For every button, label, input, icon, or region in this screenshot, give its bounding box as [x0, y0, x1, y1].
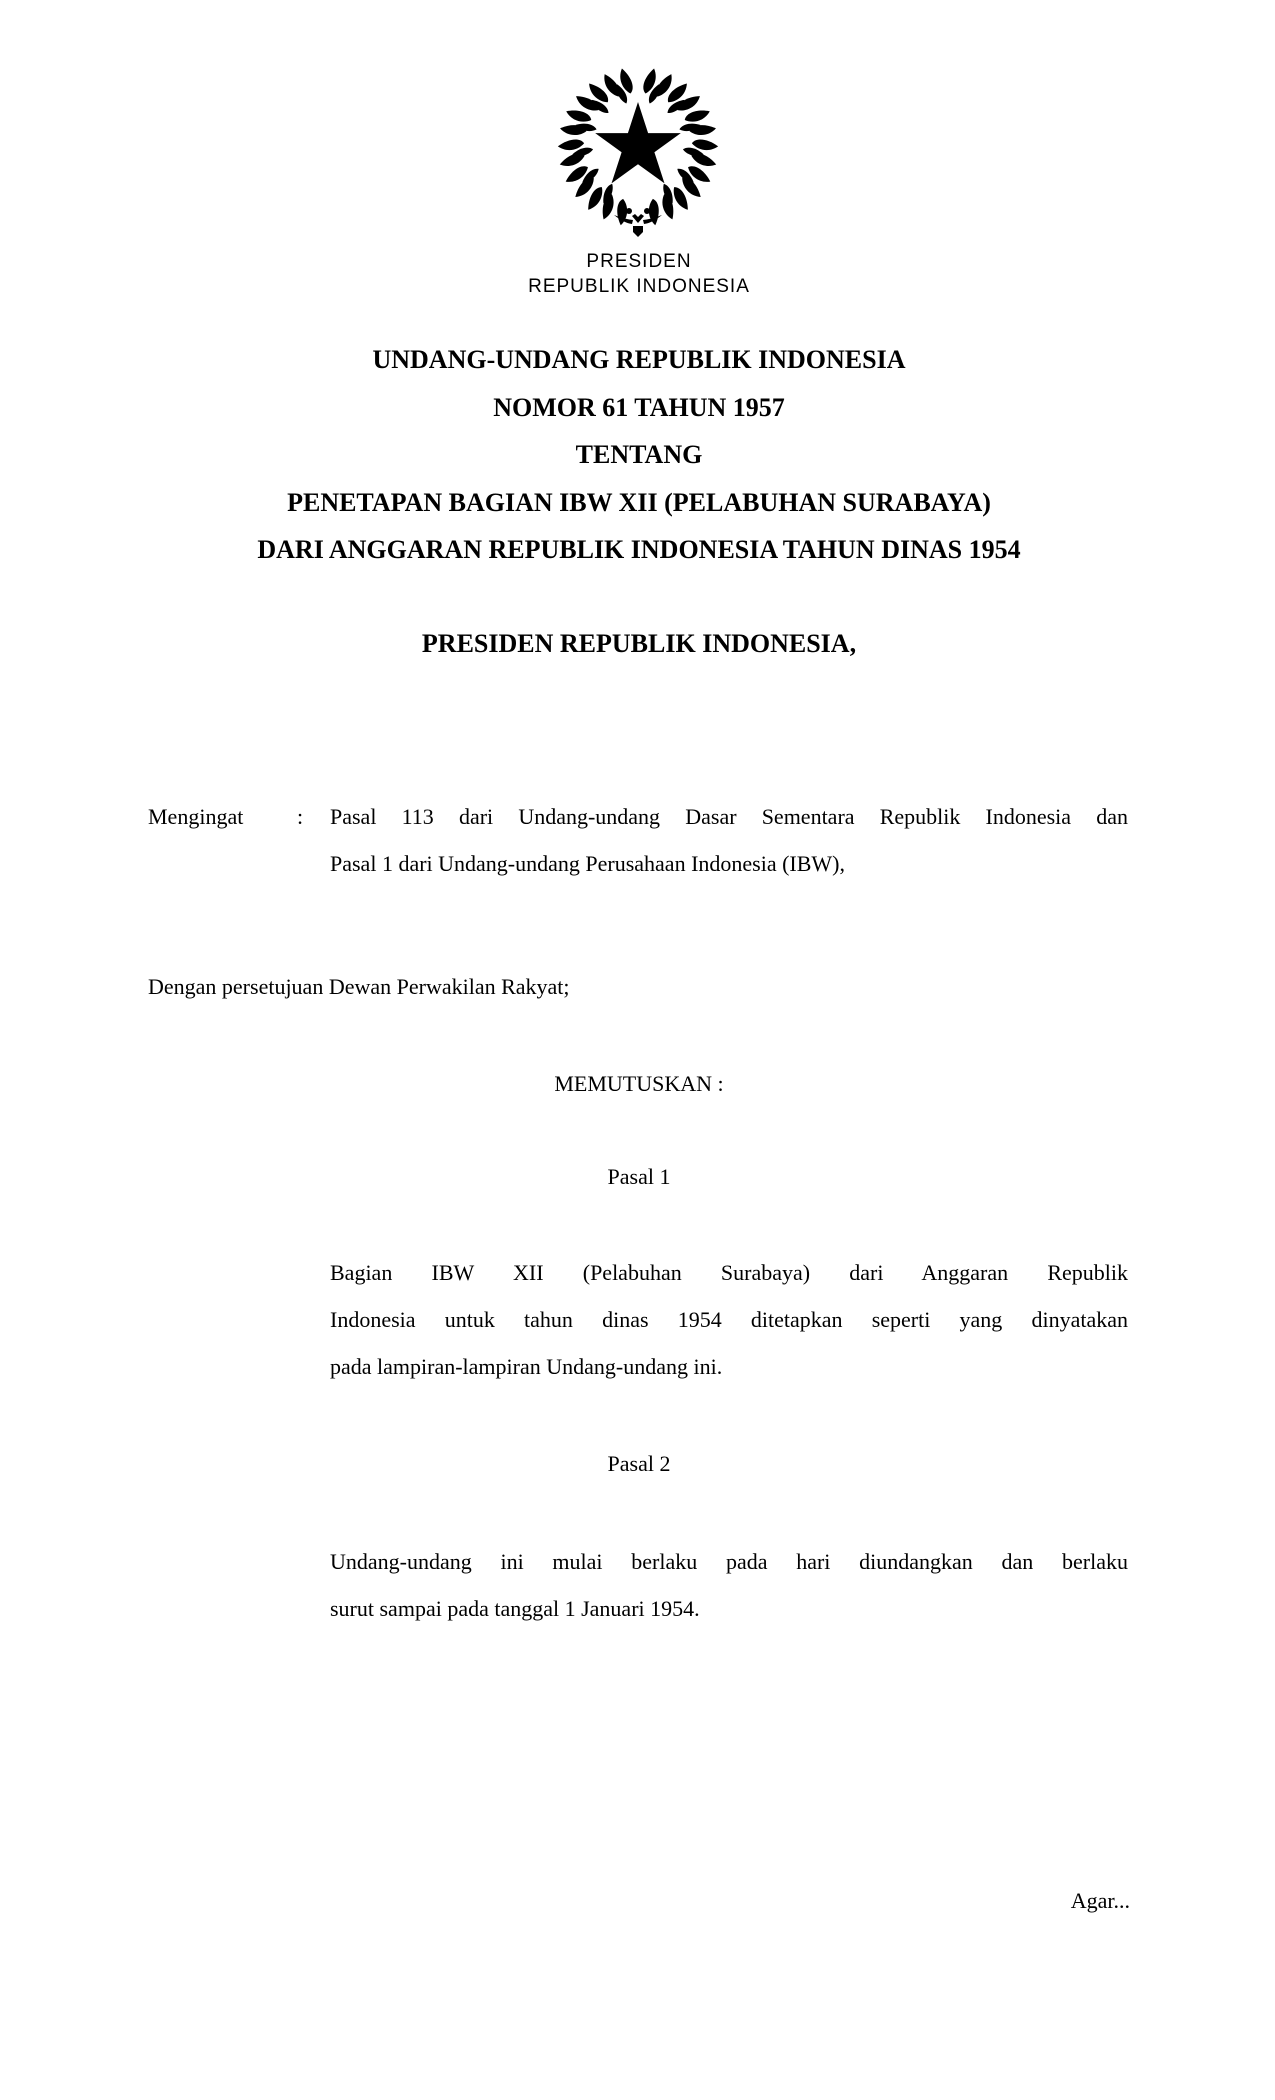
star-icon [595, 102, 681, 183]
memutuskan-heading: MEMUTUSKAN : [554, 1071, 724, 1096]
mengingat-line-2: Pasal 1 dari Undang-undang Perusahaan Indonesia (IBW), [330, 851, 846, 876]
pasal1-line-1: Bagian IBW XII (Pelabuhan Surabaya) dari Anggaran Republik [330, 1260, 1128, 1285]
title-line-1: UNDANG-UNDANG REPUBLIK INDONESIA [372, 345, 906, 374]
pasal1-heading: Pasal 1 [607, 1164, 671, 1189]
pasal2-heading: Pasal 2 [607, 1451, 671, 1476]
mengingat-label: Mengingat [148, 804, 244, 829]
title-line-5: DARI ANGGARAN REPUBLIK INDONESIA TAHUN DINAS 1954 [257, 535, 1021, 564]
mengingat-content [330, 793, 1128, 887]
pasal2-line-1: Undang-undang ini mulai berlaku pada hari diundangkan dan berlaku [330, 1549, 1128, 1574]
pasal1-line-3: pada lampiran-lampiran Undang-undang ini. [330, 1354, 723, 1379]
pasal1-body [330, 1249, 1128, 1390]
dengan-clause: Dengan persetujuan Dewan Perwakilan Rakyat; [148, 974, 570, 999]
pasal2-line-2: surut sampai pada tanggal 1 Januari 1954. [330, 1596, 700, 1621]
mengingat-block [148, 793, 1130, 887]
seal-caption-line2: REPUBLIK INDONESIA [528, 276, 750, 297]
continuation-marker: Agar... [1070, 1888, 1130, 1913]
pasal1-line-2: Indonesia untuk tahun dinas 1954 ditetapkan seperti yang dinyatakan [330, 1307, 1128, 1332]
presiden-heading: PRESIDEN REPUBLIK INDONESIA, [421, 629, 857, 658]
document-title [148, 336, 1130, 574]
seal-caption [148, 249, 1130, 299]
mengingat-line-1: Pasal 113 dari Undang-undang Dasar Sementara Republik Indonesia dan [330, 804, 1128, 829]
title-line-2: NOMOR 61 TAHUN 1957 [493, 392, 785, 422]
title-line-4: PENETAPAN BAGIAN IBW XII (PELABUHAN SURABAYA) [287, 487, 991, 517]
mengingat-colon: : [297, 804, 304, 829]
title-line-3: TENTANG [575, 440, 703, 469]
pasal2-body [330, 1538, 1128, 1632]
presidential-seal-icon [552, 66, 724, 242]
seal-caption-line1: PRESIDEN [586, 251, 692, 272]
